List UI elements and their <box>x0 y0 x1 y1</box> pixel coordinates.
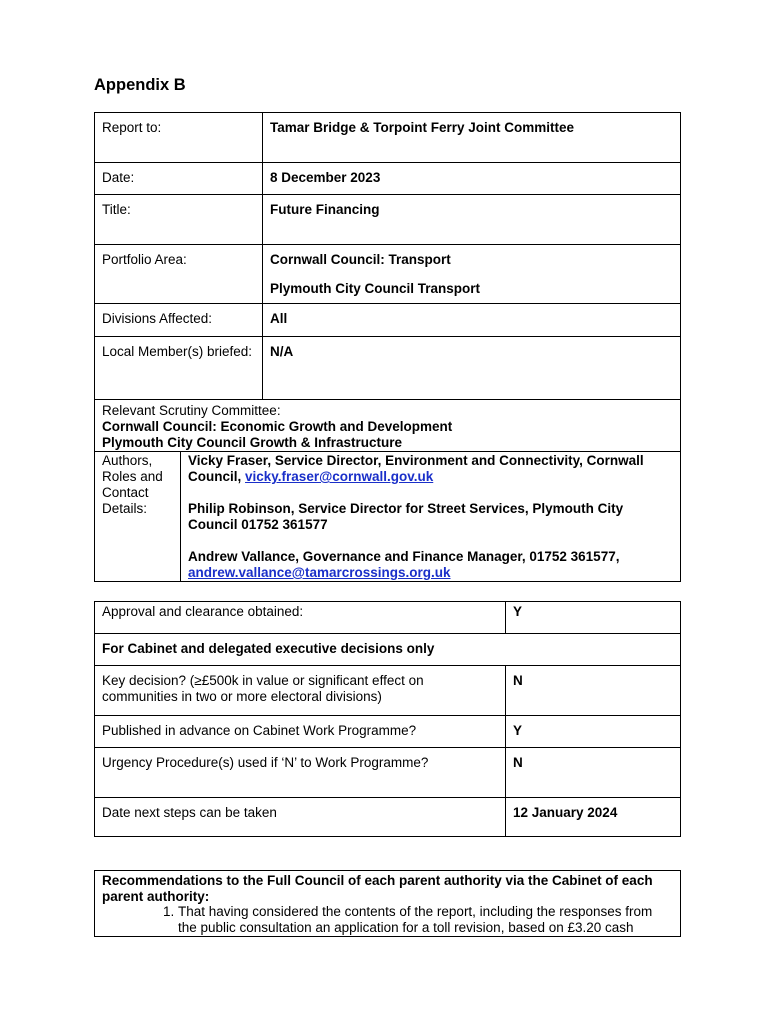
urgency-value: N <box>506 748 681 798</box>
urgency-label: Urgency Procedure(s) used if ‘N’ to Work Programme? <box>95 748 506 798</box>
scrutiny-cell <box>95 400 681 452</box>
author-1-text: Vicky Fraser, Service Director, Environment and Connectivity, Cornwall Council, <box>188 453 644 484</box>
next-steps-label: Date next steps can be taken <box>95 798 506 837</box>
cabinet-header: For Cabinet and delegated executive decisions only <box>95 634 681 666</box>
scrutiny-line-1: Cornwall Council: Economic Growth and Development <box>102 419 453 434</box>
recommendations-heading: Recommendations to the Full Council of each parent authority via the Cabinet of each parent authority: <box>102 873 653 904</box>
recommendations-cell <box>95 871 681 937</box>
date-value: 8 December 2023 <box>263 163 681 195</box>
page-heading: Appendix B <box>94 76 186 94</box>
authors-label: Authors, Roles and Contact Details: <box>95 452 181 581</box>
approval-value: Y <box>506 602 681 634</box>
authors-inner-table <box>95 452 680 581</box>
authors-cell <box>95 452 681 582</box>
portfolio-label: Portfolio Area: <box>95 245 263 304</box>
table-row <box>95 634 681 666</box>
table-row <box>95 748 681 798</box>
author-1 <box>188 453 674 485</box>
list-item: 1. That having considered the contents of the report, including the responses from the public consultation an application for a toll revision, based on £3.20 cash <box>178 904 672 935</box>
portfolio-value <box>263 245 681 304</box>
portfolio-value-2: Plymouth City Council Transport <box>270 281 481 296</box>
scrutiny-line-2: Plymouth City Council Growth & Infrastructure <box>102 435 403 450</box>
key-decision-value: N <box>506 666 681 716</box>
portfolio-value-1: Cornwall Council: Transport <box>270 252 451 267</box>
table-row <box>95 163 681 195</box>
key-decision-label: Key decision? (≥£500k in value or significant effect on communities in two or more electoral divisions) <box>95 666 506 716</box>
authors-details <box>181 452 681 581</box>
next-steps-value: 12 January 2024 <box>506 798 681 837</box>
table-row <box>95 113 681 163</box>
author-3-email-link[interactable]: andrew.vallance@tamarcrossings.org.uk <box>188 565 451 580</box>
table-row <box>95 337 681 400</box>
approval-label: Approval and clearance obtained: <box>95 602 506 634</box>
date-label: Date: <box>95 163 263 195</box>
author-3-text: Andrew Vallance, Governance and Finance Manager, 01752 361577, <box>188 549 620 564</box>
table-row <box>95 871 681 937</box>
table-row <box>95 400 681 452</box>
title-value: Future Financing <box>263 195 681 245</box>
table-row <box>95 245 681 304</box>
recommendations-table <box>94 870 681 937</box>
published-value: Y <box>506 716 681 748</box>
report-to-label: Report to: <box>95 113 263 163</box>
author-3 <box>188 549 674 581</box>
local-members-value: N/A <box>263 337 681 400</box>
table-row <box>95 452 681 582</box>
table-row <box>95 666 681 716</box>
table-row <box>95 798 681 837</box>
published-label: Published in advance on Cabinet Work Programme? <box>95 716 506 748</box>
title-label: Title: <box>95 195 263 245</box>
divisions-value: All <box>263 304 681 337</box>
scrutiny-label: Relevant Scrutiny Committee: <box>102 403 281 418</box>
report-to-value: Tamar Bridge & Torpoint Ferry Joint Committee <box>263 113 681 163</box>
recommendations-list <box>102 904 672 935</box>
table-row <box>95 195 681 245</box>
divisions-label: Divisions Affected: <box>95 304 263 337</box>
local-members-label: Local Member(s) briefed: <box>95 337 263 400</box>
author-1-email-link[interactable]: vicky.fraser@cornwall.gov.uk <box>245 469 434 484</box>
approval-table <box>94 601 681 837</box>
author-2: Philip Robinson, Service Director for Street Services, Plymouth City Council 01752 361577 <box>188 501 624 532</box>
table-row <box>95 304 681 337</box>
table-row <box>95 602 681 634</box>
report-details-table <box>94 112 681 582</box>
table-row <box>95 716 681 748</box>
